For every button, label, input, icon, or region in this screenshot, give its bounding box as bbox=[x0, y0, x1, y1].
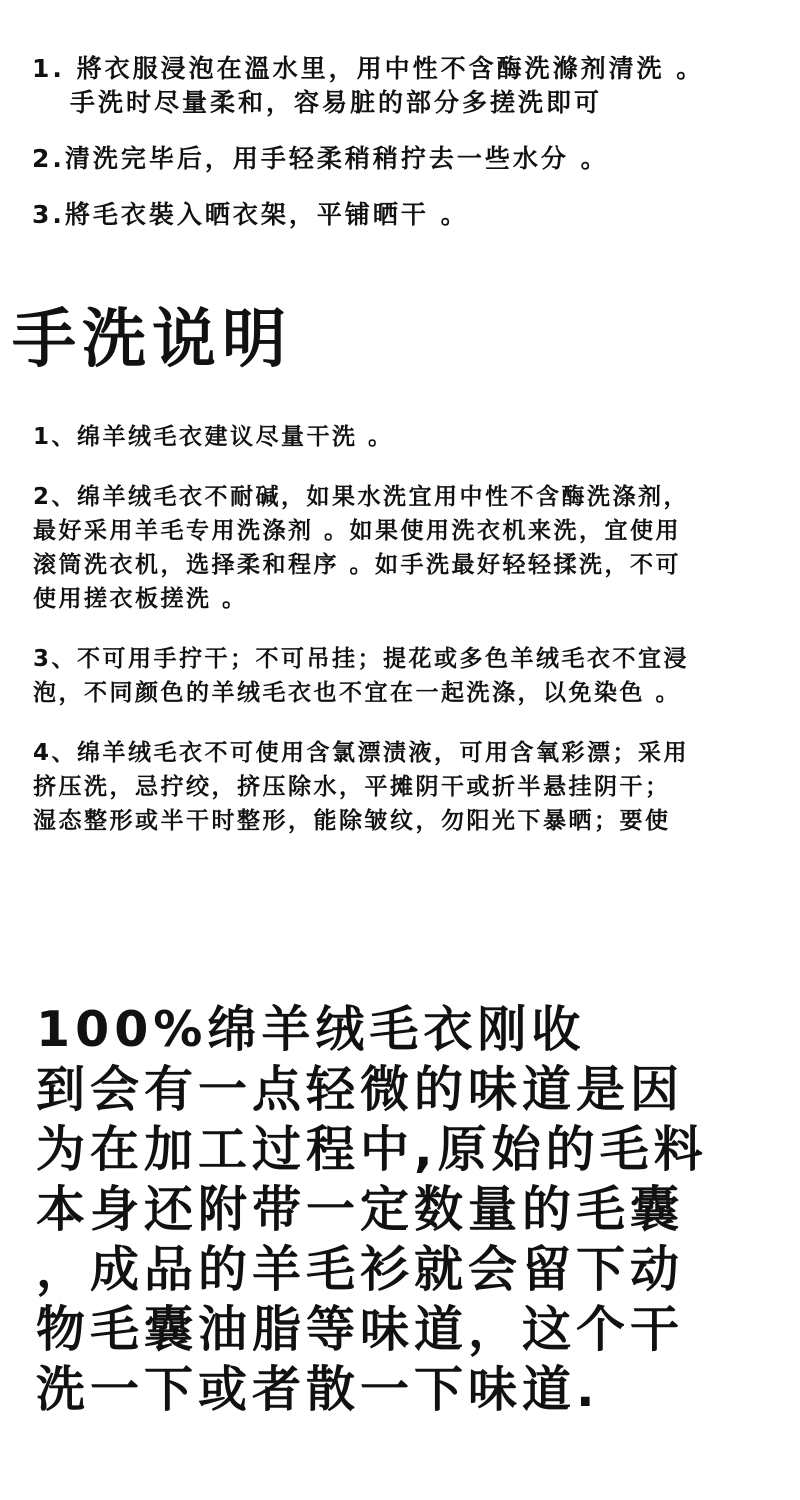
step-1: 1. 將衣服浸泡在溫水里，用中性不含酶洗滌剂清洗 。 bbox=[32, 54, 705, 83]
instruction-1: 1、绵羊绒毛衣建议尽量干洗 。 bbox=[33, 424, 394, 450]
instruction-2: 2、绵羊绒毛衣不耐碱，如果水洗宜用中性不含酶洗涤剂， 最好采用羊毛专用洗涤剂 。如果使用洗衣机来洗，宜使用 滚筒洗衣机，选择柔和程序 。如手洗最好轻轻揉洗，不可 使用搓衣板搓洗 。 bbox=[33, 484, 690, 612]
instruction-3: 3、不可用手拧干；不可吊挂；提花或多色羊绒毛衣不宜浸 泡，不同颜色的羊绒毛衣也不宜在一起洗涤，以免染色 。 bbox=[33, 646, 690, 706]
instruction-4: 4、绵羊绒毛衣不可使用含氯漂渍液，可用含氧彩漂；采用 挤压洗，忌拧绞，挤压除水，平摊阴干或折半悬挂阴干； 湿态整形或半干时整形，能除皱纹，勿阳光下暴晒；要使 bbox=[33, 740, 690, 834]
step-2: 2.清洗完毕后，用手轻柔稍稍拧去一些水分 。 bbox=[32, 144, 609, 173]
instructions-list bbox=[33, 420, 778, 864]
washing-steps bbox=[32, 52, 772, 232]
step-3: 3.將毛衣裝入晒衣架，平铺晒干 。 bbox=[32, 200, 469, 229]
section-title: 手洗说明 bbox=[12, 303, 292, 377]
step-1-continued: 手洗时尽量柔和，容易脏的部分多搓洗即可 bbox=[70, 88, 603, 117]
odor-note: 100%绵羊绒毛衣刚收 到会有一点轻微的味道是因 为在加工过程中,原始的毛料 本身还附带一定数量的毛囊 ，成品的羊毛衫就会留下动 物毛囊油脂等味道，这个干 洗一下或者散一下味道. bbox=[36, 1001, 708, 1418]
